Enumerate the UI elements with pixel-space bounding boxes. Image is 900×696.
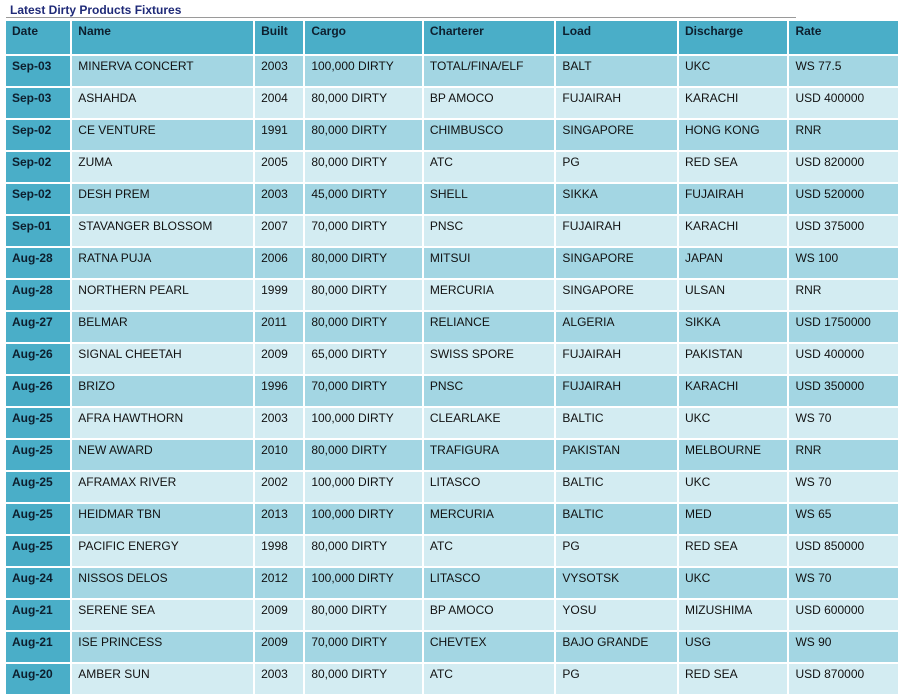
name-cell: NISSOS DELOS (72, 568, 253, 598)
cargo-cell: 70,000 DIRTY (305, 632, 422, 662)
date-cell: Sep-02 (6, 152, 70, 182)
rate-cell: USD 350000 (789, 376, 898, 406)
name-cell: PACIFIC ENERGY (72, 536, 253, 566)
built-cell: 2006 (255, 248, 303, 278)
table-row (6, 312, 898, 342)
date-cell: Sep-02 (6, 120, 70, 150)
built-cell: 2012 (255, 568, 303, 598)
discharge-cell: FUJAIRAH (679, 184, 787, 214)
cargo-cell: 100,000 DIRTY (305, 408, 422, 438)
discharge-cell: RED SEA (679, 536, 787, 566)
name-cell: AFRAMAX RIVER (72, 472, 253, 502)
charterer-cell: RELIANCE (424, 312, 555, 342)
cargo-cell: 65,000 DIRTY (305, 344, 422, 374)
cargo-cell: 80,000 DIRTY (305, 440, 422, 470)
date-cell: Aug-27 (6, 312, 70, 342)
discharge-cell: RED SEA (679, 664, 787, 694)
rate-cell: RNR (789, 280, 898, 310)
table-row (6, 600, 898, 630)
charterer-cell: CHIMBUSCO (424, 120, 555, 150)
date-cell: Aug-25 (6, 504, 70, 534)
date-cell: Aug-21 (6, 632, 70, 662)
load-cell: SIKKA (556, 184, 677, 214)
discharge-cell: KARACHI (679, 376, 787, 406)
name-cell: HEIDMAR TBN (72, 504, 253, 534)
cargo-cell: 80,000 DIRTY (305, 88, 422, 118)
discharge-cell: PAKISTAN (679, 344, 787, 374)
rate-cell: USD 870000 (789, 664, 898, 694)
table-row (6, 472, 898, 502)
charterer-cell: TOTAL/FINA/ELF (424, 56, 555, 86)
load-cell: PG (556, 152, 677, 182)
title-divider (6, 17, 796, 18)
load-cell: FUJAIRAH (556, 376, 677, 406)
discharge-cell: KARACHI (679, 216, 787, 246)
load-cell: BAJO GRANDE (556, 632, 677, 662)
discharge-cell: UKC (679, 568, 787, 598)
column-header-name: Name (72, 21, 253, 54)
built-cell: 2005 (255, 152, 303, 182)
table-row (6, 120, 898, 150)
rate-cell: RNR (789, 120, 898, 150)
table-row (6, 216, 898, 246)
charterer-cell: SWISS SPORE (424, 344, 555, 374)
discharge-cell: UKC (679, 408, 787, 438)
charterer-cell: SHELL (424, 184, 555, 214)
date-cell: Aug-28 (6, 280, 70, 310)
charterer-cell: MITSUI (424, 248, 555, 278)
table-row (6, 632, 898, 662)
discharge-cell: MIZUSHIMA (679, 600, 787, 630)
rate-cell: USD 850000 (789, 536, 898, 566)
rate-cell: WS 90 (789, 632, 898, 662)
load-cell: BALTIC (556, 408, 677, 438)
load-cell: PG (556, 536, 677, 566)
charterer-cell: LITASCO (424, 472, 555, 502)
charterer-cell: ATC (424, 536, 555, 566)
name-cell: BRIZO (72, 376, 253, 406)
name-cell: NORTHERN PEARL (72, 280, 253, 310)
discharge-cell: USG (679, 632, 787, 662)
table-row (6, 184, 898, 214)
built-cell: 1998 (255, 536, 303, 566)
table-row (6, 56, 898, 86)
load-cell: PG (556, 664, 677, 694)
discharge-cell: MED (679, 504, 787, 534)
name-cell: SERENE SEA (72, 600, 253, 630)
rate-cell: USD 375000 (789, 216, 898, 246)
table-row (6, 344, 898, 374)
built-cell: 2009 (255, 632, 303, 662)
built-cell: 1999 (255, 280, 303, 310)
date-cell: Sep-03 (6, 88, 70, 118)
load-cell: BALTIC (556, 504, 677, 534)
column-header-discharge: Discharge (679, 21, 787, 54)
column-header-rate: Rate (789, 21, 898, 54)
name-cell: DESH PREM (72, 184, 253, 214)
charterer-cell: ATC (424, 152, 555, 182)
table-row (6, 504, 898, 534)
table-row (6, 248, 898, 278)
built-cell: 2010 (255, 440, 303, 470)
built-cell: 2011 (255, 312, 303, 342)
table-row (6, 440, 898, 470)
built-cell: 2009 (255, 600, 303, 630)
page-title: Latest Dirty Products Fixtures (10, 3, 182, 17)
rate-cell: WS 65 (789, 504, 898, 534)
name-cell: ASHAHDA (72, 88, 253, 118)
discharge-cell: ULSAN (679, 280, 787, 310)
name-cell: BELMAR (72, 312, 253, 342)
charterer-cell: MERCURIA (424, 504, 555, 534)
load-cell: SINGAPORE (556, 280, 677, 310)
load-cell: BALT (556, 56, 677, 86)
load-cell: VYSOTSK (556, 568, 677, 598)
discharge-cell: UKC (679, 472, 787, 502)
load-cell: SINGAPORE (556, 248, 677, 278)
table-row (6, 408, 898, 438)
column-header-load: Load (556, 21, 677, 54)
discharge-cell: UKC (679, 56, 787, 86)
load-cell: ALGERIA (556, 312, 677, 342)
cargo-cell: 80,000 DIRTY (305, 152, 422, 182)
rate-cell: USD 520000 (789, 184, 898, 214)
cargo-cell: 70,000 DIRTY (305, 216, 422, 246)
table-row (6, 88, 898, 118)
cargo-cell: 100,000 DIRTY (305, 504, 422, 534)
date-cell: Aug-21 (6, 600, 70, 630)
date-cell: Aug-25 (6, 472, 70, 502)
name-cell: STAVANGER BLOSSOM (72, 216, 253, 246)
discharge-cell: SIKKA (679, 312, 787, 342)
discharge-cell: JAPAN (679, 248, 787, 278)
charterer-cell: BP AMOCO (424, 600, 555, 630)
name-cell: AMBER SUN (72, 664, 253, 694)
rate-cell: USD 400000 (789, 344, 898, 374)
date-cell: Aug-26 (6, 376, 70, 406)
cargo-cell: 45,000 DIRTY (305, 184, 422, 214)
built-cell: 2013 (255, 504, 303, 534)
charterer-cell: LITASCO (424, 568, 555, 598)
name-cell: AFRA HAWTHORN (72, 408, 253, 438)
table-row (6, 376, 898, 406)
built-cell: 2004 (255, 88, 303, 118)
table-row (6, 152, 898, 182)
load-cell: SINGAPORE (556, 120, 677, 150)
built-cell: 2009 (255, 344, 303, 374)
built-cell: 1996 (255, 376, 303, 406)
charterer-cell: ATC (424, 664, 555, 694)
table-row (6, 664, 898, 694)
date-cell: Aug-25 (6, 440, 70, 470)
built-cell: 2003 (255, 664, 303, 694)
table-row (6, 536, 898, 566)
discharge-cell: KARACHI (679, 88, 787, 118)
charterer-cell: MERCURIA (424, 280, 555, 310)
date-cell: Aug-25 (6, 408, 70, 438)
cargo-cell: 80,000 DIRTY (305, 120, 422, 150)
fixtures-table-body (6, 56, 898, 694)
cargo-cell: 100,000 DIRTY (305, 568, 422, 598)
rate-cell: WS 70 (789, 408, 898, 438)
cargo-cell: 70,000 DIRTY (305, 376, 422, 406)
name-cell: MINERVA CONCERT (72, 56, 253, 86)
name-cell: ISE PRINCESS (72, 632, 253, 662)
load-cell: PAKISTAN (556, 440, 677, 470)
rate-cell: USD 820000 (789, 152, 898, 182)
column-header-date: Date (6, 21, 70, 54)
load-cell: BALTIC (556, 472, 677, 502)
charterer-cell: CLEARLAKE (424, 408, 555, 438)
rate-cell: USD 1750000 (789, 312, 898, 342)
rate-cell: WS 70 (789, 568, 898, 598)
built-cell: 2003 (255, 56, 303, 86)
cargo-cell: 80,000 DIRTY (305, 312, 422, 342)
rate-cell: WS 70 (789, 472, 898, 502)
cargo-cell: 80,000 DIRTY (305, 664, 422, 694)
table-row (6, 568, 898, 598)
rate-cell: USD 400000 (789, 88, 898, 118)
charterer-cell: PNSC (424, 376, 555, 406)
name-cell: ZUMA (72, 152, 253, 182)
name-cell: RATNA PUJA (72, 248, 253, 278)
load-cell: FUJAIRAH (556, 344, 677, 374)
discharge-cell: HONG KONG (679, 120, 787, 150)
date-cell: Sep-01 (6, 216, 70, 246)
cargo-cell: 80,000 DIRTY (305, 536, 422, 566)
built-cell: 2003 (255, 408, 303, 438)
fixtures-table (4, 19, 900, 696)
built-cell: 2002 (255, 472, 303, 502)
date-cell: Aug-20 (6, 664, 70, 694)
date-cell: Aug-25 (6, 536, 70, 566)
cargo-cell: 100,000 DIRTY (305, 472, 422, 502)
cargo-cell: 80,000 DIRTY (305, 600, 422, 630)
column-header-cargo: Cargo (305, 21, 422, 54)
column-header-charterer: Charterer (424, 21, 555, 54)
name-cell: CE VENTURE (72, 120, 253, 150)
date-cell: Sep-03 (6, 56, 70, 86)
date-cell: Aug-24 (6, 568, 70, 598)
rate-cell: RNR (789, 440, 898, 470)
discharge-cell: RED SEA (679, 152, 787, 182)
discharge-cell: MELBOURNE (679, 440, 787, 470)
date-cell: Aug-26 (6, 344, 70, 374)
rate-cell: WS 77.5 (789, 56, 898, 86)
built-cell: 1991 (255, 120, 303, 150)
name-cell: SIGNAL CHEETAH (72, 344, 253, 374)
cargo-cell: 80,000 DIRTY (305, 280, 422, 310)
rate-cell: USD 600000 (789, 600, 898, 630)
charterer-cell: TRAFIGURA (424, 440, 555, 470)
name-cell: NEW AWARD (72, 440, 253, 470)
rate-cell: WS 100 (789, 248, 898, 278)
header-row (6, 21, 898, 54)
load-cell: YOSU (556, 600, 677, 630)
load-cell: FUJAIRAH (556, 216, 677, 246)
built-cell: 2007 (255, 216, 303, 246)
date-cell: Sep-02 (6, 184, 70, 214)
cargo-cell: 80,000 DIRTY (305, 248, 422, 278)
charterer-cell: BP AMOCO (424, 88, 555, 118)
cargo-cell: 100,000 DIRTY (305, 56, 422, 86)
table-row (6, 280, 898, 310)
built-cell: 2003 (255, 184, 303, 214)
load-cell: FUJAIRAH (556, 88, 677, 118)
charterer-cell: PNSC (424, 216, 555, 246)
charterer-cell: CHEVTEX (424, 632, 555, 662)
date-cell: Aug-28 (6, 248, 70, 278)
column-header-built: Built (255, 21, 303, 54)
